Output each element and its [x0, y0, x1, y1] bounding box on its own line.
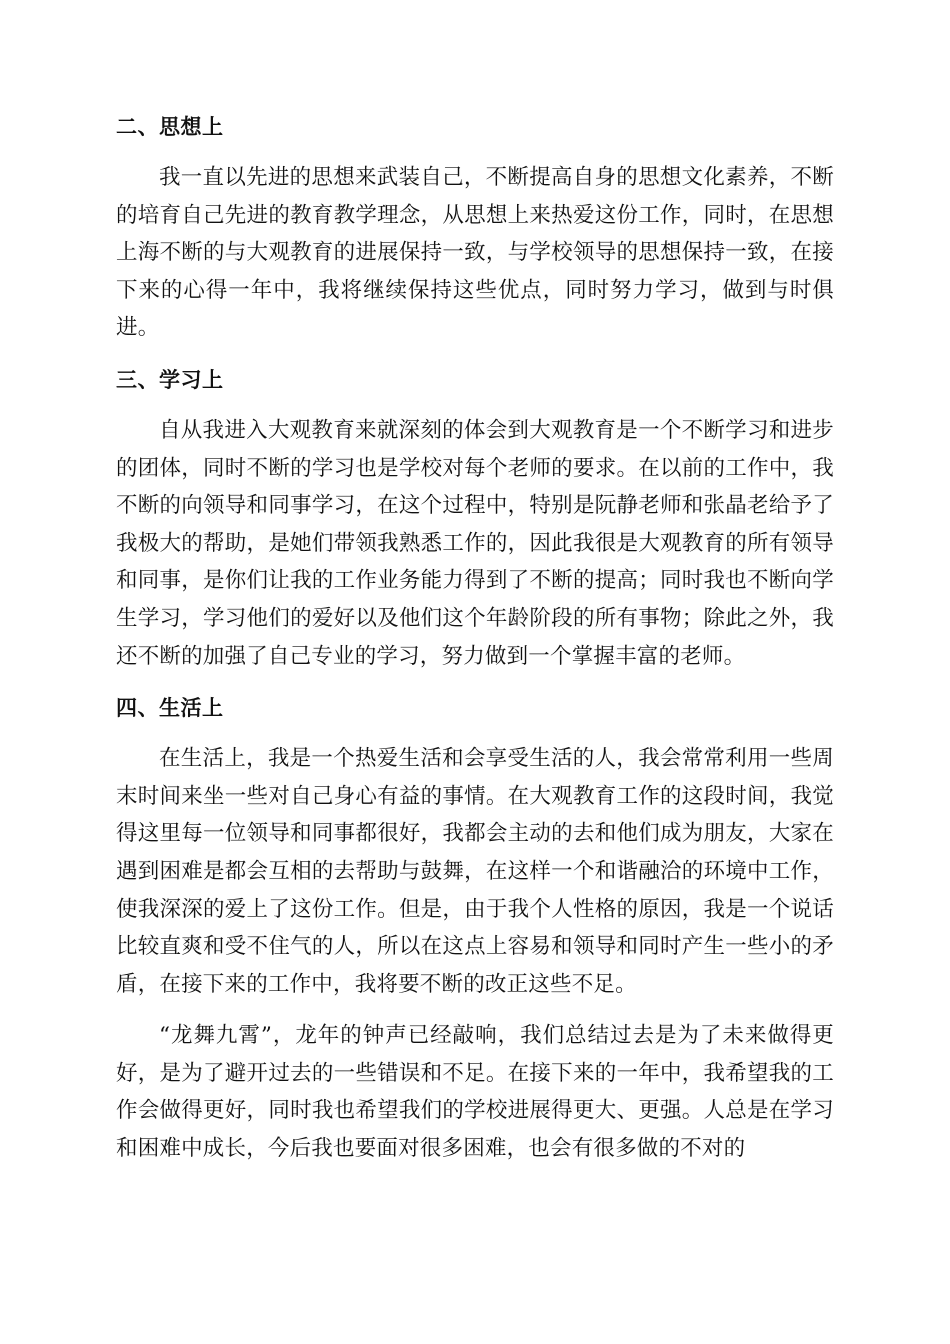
section-heading-thought: 二、思想上 — [116, 115, 224, 139]
paragraph-new-year: “龙舞九霄”，龙年的钟声已经敲响，我们总结过去是为了未来做得更好，是为了避开过去的一些错误和不足。在接下来的一年中，我希望我的工作会做得更好，同时我也希望我们的学校进展得更大、更强。人总是在学习和困难中成长，今后我也要面对很多困难，也会有很多做的不对的 — [116, 1023, 834, 1162]
document-body — [116, 108, 834, 1182]
paragraph-thought: 我一直以先进的思想来武装自己，不断提高自身的思想文化素养，不断的培育自己先进的教育教学理念，从思想上来热爱这份工作，同时，在思想上海不断的与大观教育的进展保持一致，与学校领导的思想保持一致，在接下来的心得一年中，我将继续保持这些优点，同时努力学习，做到与时俱进。 — [116, 165, 834, 341]
section-heading-study: 三、学习上 — [116, 367, 224, 392]
paragraph-life: 在生活上，我是一个热爱生活和会享受生活的人，我会常常利用一些周末时间来坐一些对自己身心有益的事情。在大观教育工作的这段时间，我觉得这里每一位领导和同事都很好，我都会主动的去和他们成为朋友，大家在遇到困难是都会互相的去帮助与鼓舞，在这样一个和谐融洽的环境中工作，使我深深的爱上了这份工作。但是，由于我个人性格的原因，我是一个说话比较直爽和受不住气的人，所以在这点上容易和领导和同时产生一些小的矛盾，在接下来的工作中，我将要不断的改正这些不足。 — [116, 746, 834, 997]
paragraph-study: 自从我进入大观教育来就深刻的体会到大观教育是一个不断学习和进步的团体，同时不断的学习也是学校对每个老师的要求。在以前的工作中，我不断的向领导和同事学习，在这个过程中，特别是阮静老师和张晶老给予了我极大的帮助，是她们带领我熟悉工作的，因此我很是大观教育的所有领导和同事，是你们让我的工作业务能力得到了不断的提高；同时我也不断向学生学习，学习他们的爱好以及他们这个年龄阶段的所有事物；除此之外，我还不断的加强了自己专业的学习，努力做到一个掌握丰富的老师。 — [116, 417, 834, 669]
section-heading-life: 四、生活上 — [116, 696, 224, 721]
